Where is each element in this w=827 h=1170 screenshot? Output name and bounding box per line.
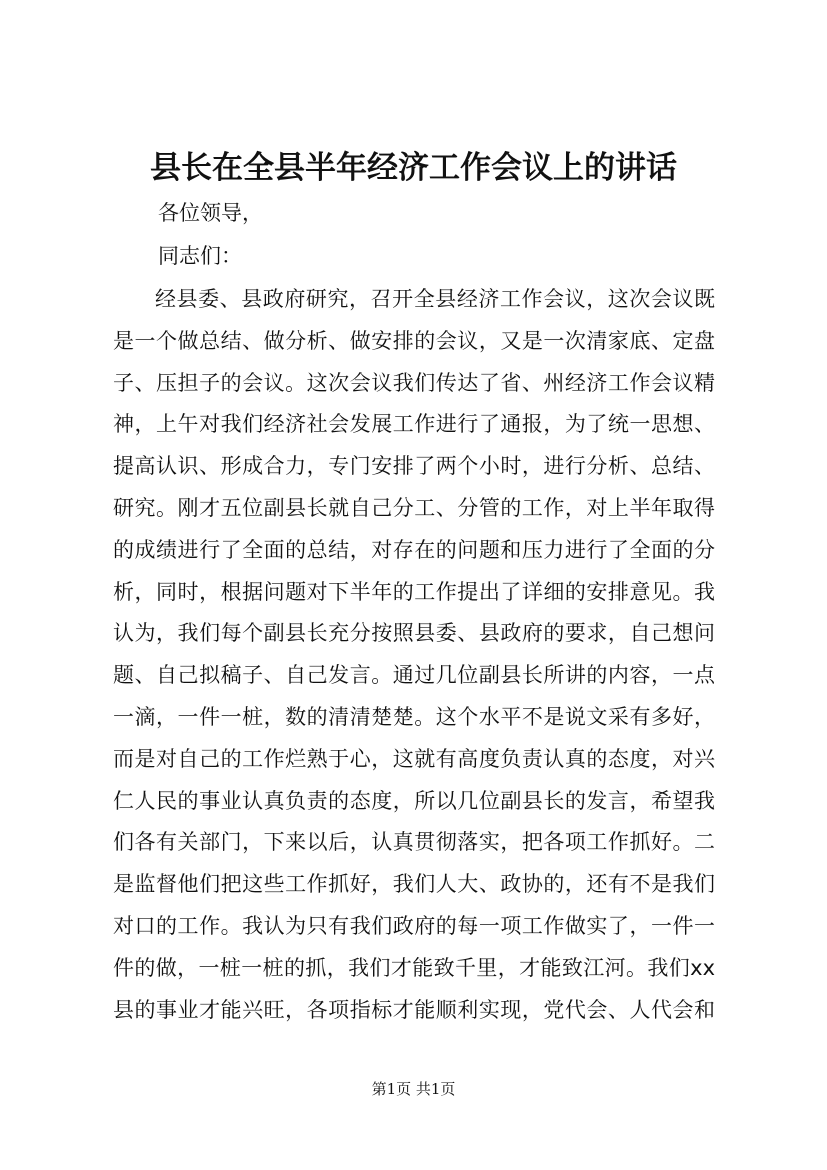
text-line: 是一个做总结、做分析、做安排的会议，又是一次清家底、定盘 (113, 328, 715, 353)
text-line: 提高认识、形成合力，专门安排了两个小时，进行分析、总结、 (113, 454, 715, 479)
salutation-leaders: 各位领导， (158, 201, 263, 225)
text-line: 研究。刚才五位副县长就自己分工、分管的工作，对上半年取得 (113, 495, 715, 520)
text-line: 们各有关部门，下来以后，认真贯彻落实，把各项工作抓好。二 (113, 830, 715, 855)
text-line: 子、压担子的会议。这次会议我们传达了省、州经济工作会议精 (113, 370, 715, 395)
text-line: 经县委、县政府研究，召开全县经济工作会议，这次会议既 (155, 287, 715, 311)
text-line: 一滴，一件一桩，数的清清楚楚。这个水平不是说文采有多好， (113, 704, 715, 729)
text-line: 件的做，一桩一桩的抓，我们才能致千里，才能致江河。我们xx (113, 955, 715, 980)
text-line: 题、自己拟稿子、自己发言。通过几位副县长所讲的内容，一点 (113, 663, 715, 688)
text-line: 仁人民的事业认真负责的态度，所以几位副县长的发言，希望我 (113, 788, 715, 813)
text-line: 而是对自己的工作烂熟于心，这就有高度负责认真的态度，对兴 (113, 746, 715, 771)
text-line: 县的事业才能兴旺，各项指标才能顺利实现，党代会、人代会和 (113, 997, 715, 1022)
page-title: 县长在全县半年经济工作会议上的讲话 (150, 150, 677, 186)
text-line: 是监督他们把这些工作抓好，我们人大、政协的，还有不是我们 (113, 872, 715, 897)
body-paragraph (113, 279, 715, 1031)
text-line: 的成绩进行了全面的总结，对存在的问题和压力进行了全面的分 (113, 537, 715, 562)
text-line: 神，上午对我们经济社会发展工作进行了通报，为了统一思想、 (113, 412, 715, 437)
text-line: 析，同时，根据问题对下半年的工作提出了详细的安排意见。我 (113, 579, 715, 604)
text-line: 对口的工作。我认为只有我们政府的每一项工作做实了，一件一 (113, 913, 715, 938)
text-line: 认为，我们每个副县长充分按照县委、县政府的要求，自己想问 (113, 621, 715, 646)
salutation-comrades: 同志们： (158, 244, 242, 268)
page-footer: 第1页 共1页 (371, 1080, 456, 1098)
